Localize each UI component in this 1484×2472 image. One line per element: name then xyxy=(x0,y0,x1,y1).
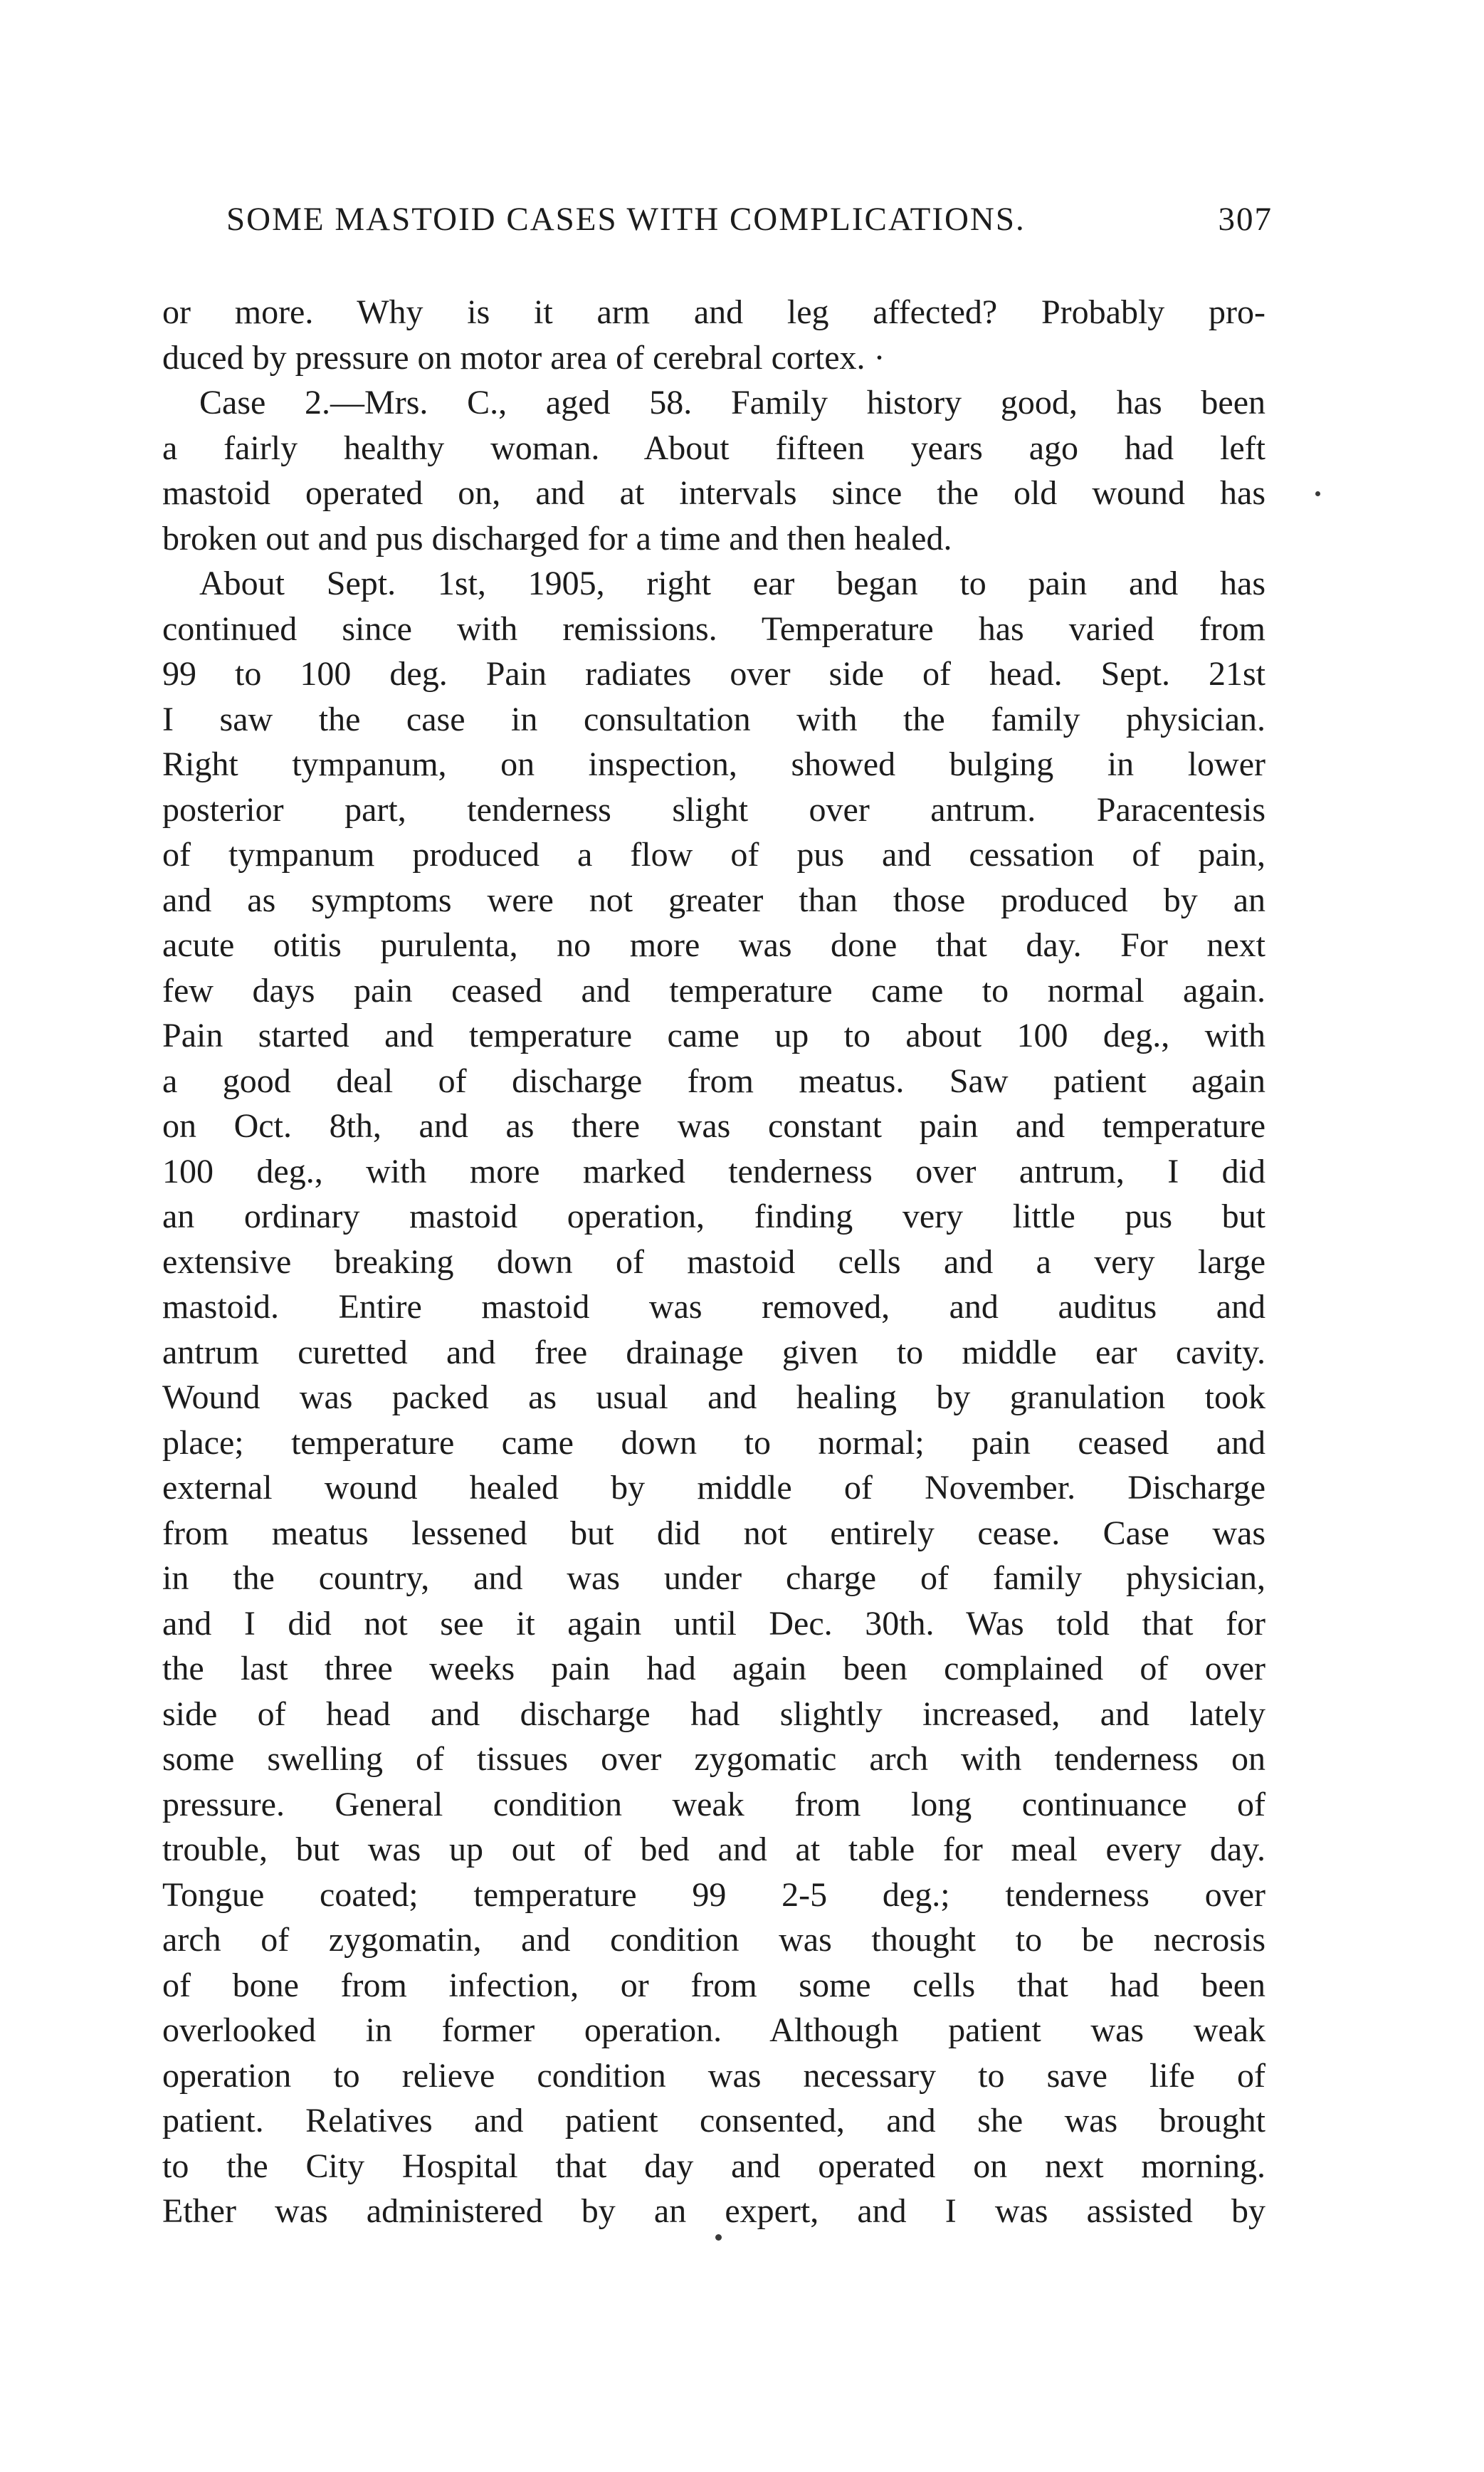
text-line: a good deal of discharge from meatus. Saw patient again xyxy=(162,1062,1265,1100)
text-line: external wound healed by middle of November. Discharge xyxy=(162,1469,1265,1507)
text-line: from meatus lessened but did not entirely cease. Case was xyxy=(162,1514,1265,1552)
text-line: mastoid operated on, and at intervals since the old wound has xyxy=(162,474,1265,512)
text-line: broken out and pus discharged for a time and then healed. xyxy=(162,519,952,557)
text-line: About Sept. 1st, 1905, right ear began to pain and has xyxy=(199,565,1265,602)
text-line: duced by pressure on motor area of cerebral cortex. · xyxy=(162,338,885,377)
text-line: Ether was administered by an expert, and I was assisted by xyxy=(162,2192,1265,2230)
text-line: a fairly healthy woman. About fifteen years ago had left xyxy=(162,429,1265,467)
bottom-speck xyxy=(715,2234,722,2241)
text-line: operation to relieve condition was necessary to save life of xyxy=(162,2056,1265,2095)
text-line: side of head and discharge had slightly increased, and lately xyxy=(162,1695,1265,1733)
text-line: some swelling of tissues over zygomatic arch with tenderness on xyxy=(162,1740,1265,1778)
text-line: I saw the case in consultation with the family physician. xyxy=(162,700,1265,738)
text-line: on Oct. 8th, and as there was constant pain and temperature xyxy=(162,1107,1265,1145)
text-line: of bone from infection, or from some cells that had been xyxy=(162,1966,1265,2004)
text-line: 99 to 100 deg. Pain radiates over side of head. Sept. 21st xyxy=(162,655,1265,693)
text-line: Wound was packed as usual and healing by granulation took xyxy=(162,1378,1265,1416)
text-line: an ordinary mastoid operation, finding very little pus but xyxy=(162,1198,1265,1235)
text-line: Case 2.—Mrs. C., aged 58. Family history good, has been xyxy=(199,384,1265,421)
text-line: extensive breaking down of mastoid cells and a very large xyxy=(162,1242,1265,1281)
running-header xyxy=(226,191,1273,248)
text-line: few days pain ceased and temperature came to normal again. xyxy=(162,971,1265,1010)
text-line: place; temperature came down to normal; pain ceased and xyxy=(162,1423,1265,1462)
margin-speck xyxy=(1315,491,1320,496)
running-title: SOME MASTOID CASES WITH COMPLICATIONS. xyxy=(226,201,1026,238)
text-line: of tympanum produced a flow of pus and cessation of pain, xyxy=(162,836,1265,874)
text-line: pressure. General condition weak from long continuance of xyxy=(162,1785,1265,1823)
text-line: Tongue coated; temperature 99 2-5 deg.; tenderness over xyxy=(162,1875,1265,1914)
text-line: Right tympanum, on inspection, showed bulging in lower xyxy=(162,745,1265,783)
page-number: 307 xyxy=(1218,201,1273,238)
text-line: overlooked in former operation. Although patient was weak xyxy=(162,2011,1265,2049)
text-line: mastoid. Entire mastoid was removed, and auditus and xyxy=(162,1288,1265,1326)
text-line: antrum curetted and free drainage given to middle ear cavity. xyxy=(162,1333,1265,1371)
text-line: patient. Relatives and patient consented, and she was brought xyxy=(162,2102,1265,2140)
text-line: posterior part, tenderness slight over antrum. Paracentesis xyxy=(162,790,1265,829)
text-line: Pain started and temperature came up to about 100 deg., with xyxy=(162,1017,1265,1054)
text-line: to the City Hospital that day and operated on next morning. xyxy=(162,2147,1265,2185)
text-line: acute otitis purulenta, no more was done that day. For next xyxy=(162,926,1265,964)
text-line: trouble, but was up out of bed and at table for meal every day. xyxy=(162,1831,1265,1868)
body-text xyxy=(162,290,1265,2234)
text-line: 100 deg., with more marked tenderness over antrum, I did xyxy=(162,1152,1265,1190)
text-line: continued since with remissions. Temperature has varied from xyxy=(162,609,1265,648)
text-line: arch of zygomatin, and condition was thought to be necrosis xyxy=(162,1921,1265,1959)
text-line: or more. Why is it arm and leg affected? Probably pro- xyxy=(162,293,1265,331)
text-line: in the country, and was under charge of family physician, xyxy=(162,1559,1265,1597)
text-line: and as symptoms were not greater than those produced by an xyxy=(162,881,1265,919)
text-line: the last three weeks pain had again been complained of over xyxy=(162,1650,1265,1687)
text-line: and I did not see it again until Dec. 30th. Was told that for xyxy=(162,1604,1265,1643)
